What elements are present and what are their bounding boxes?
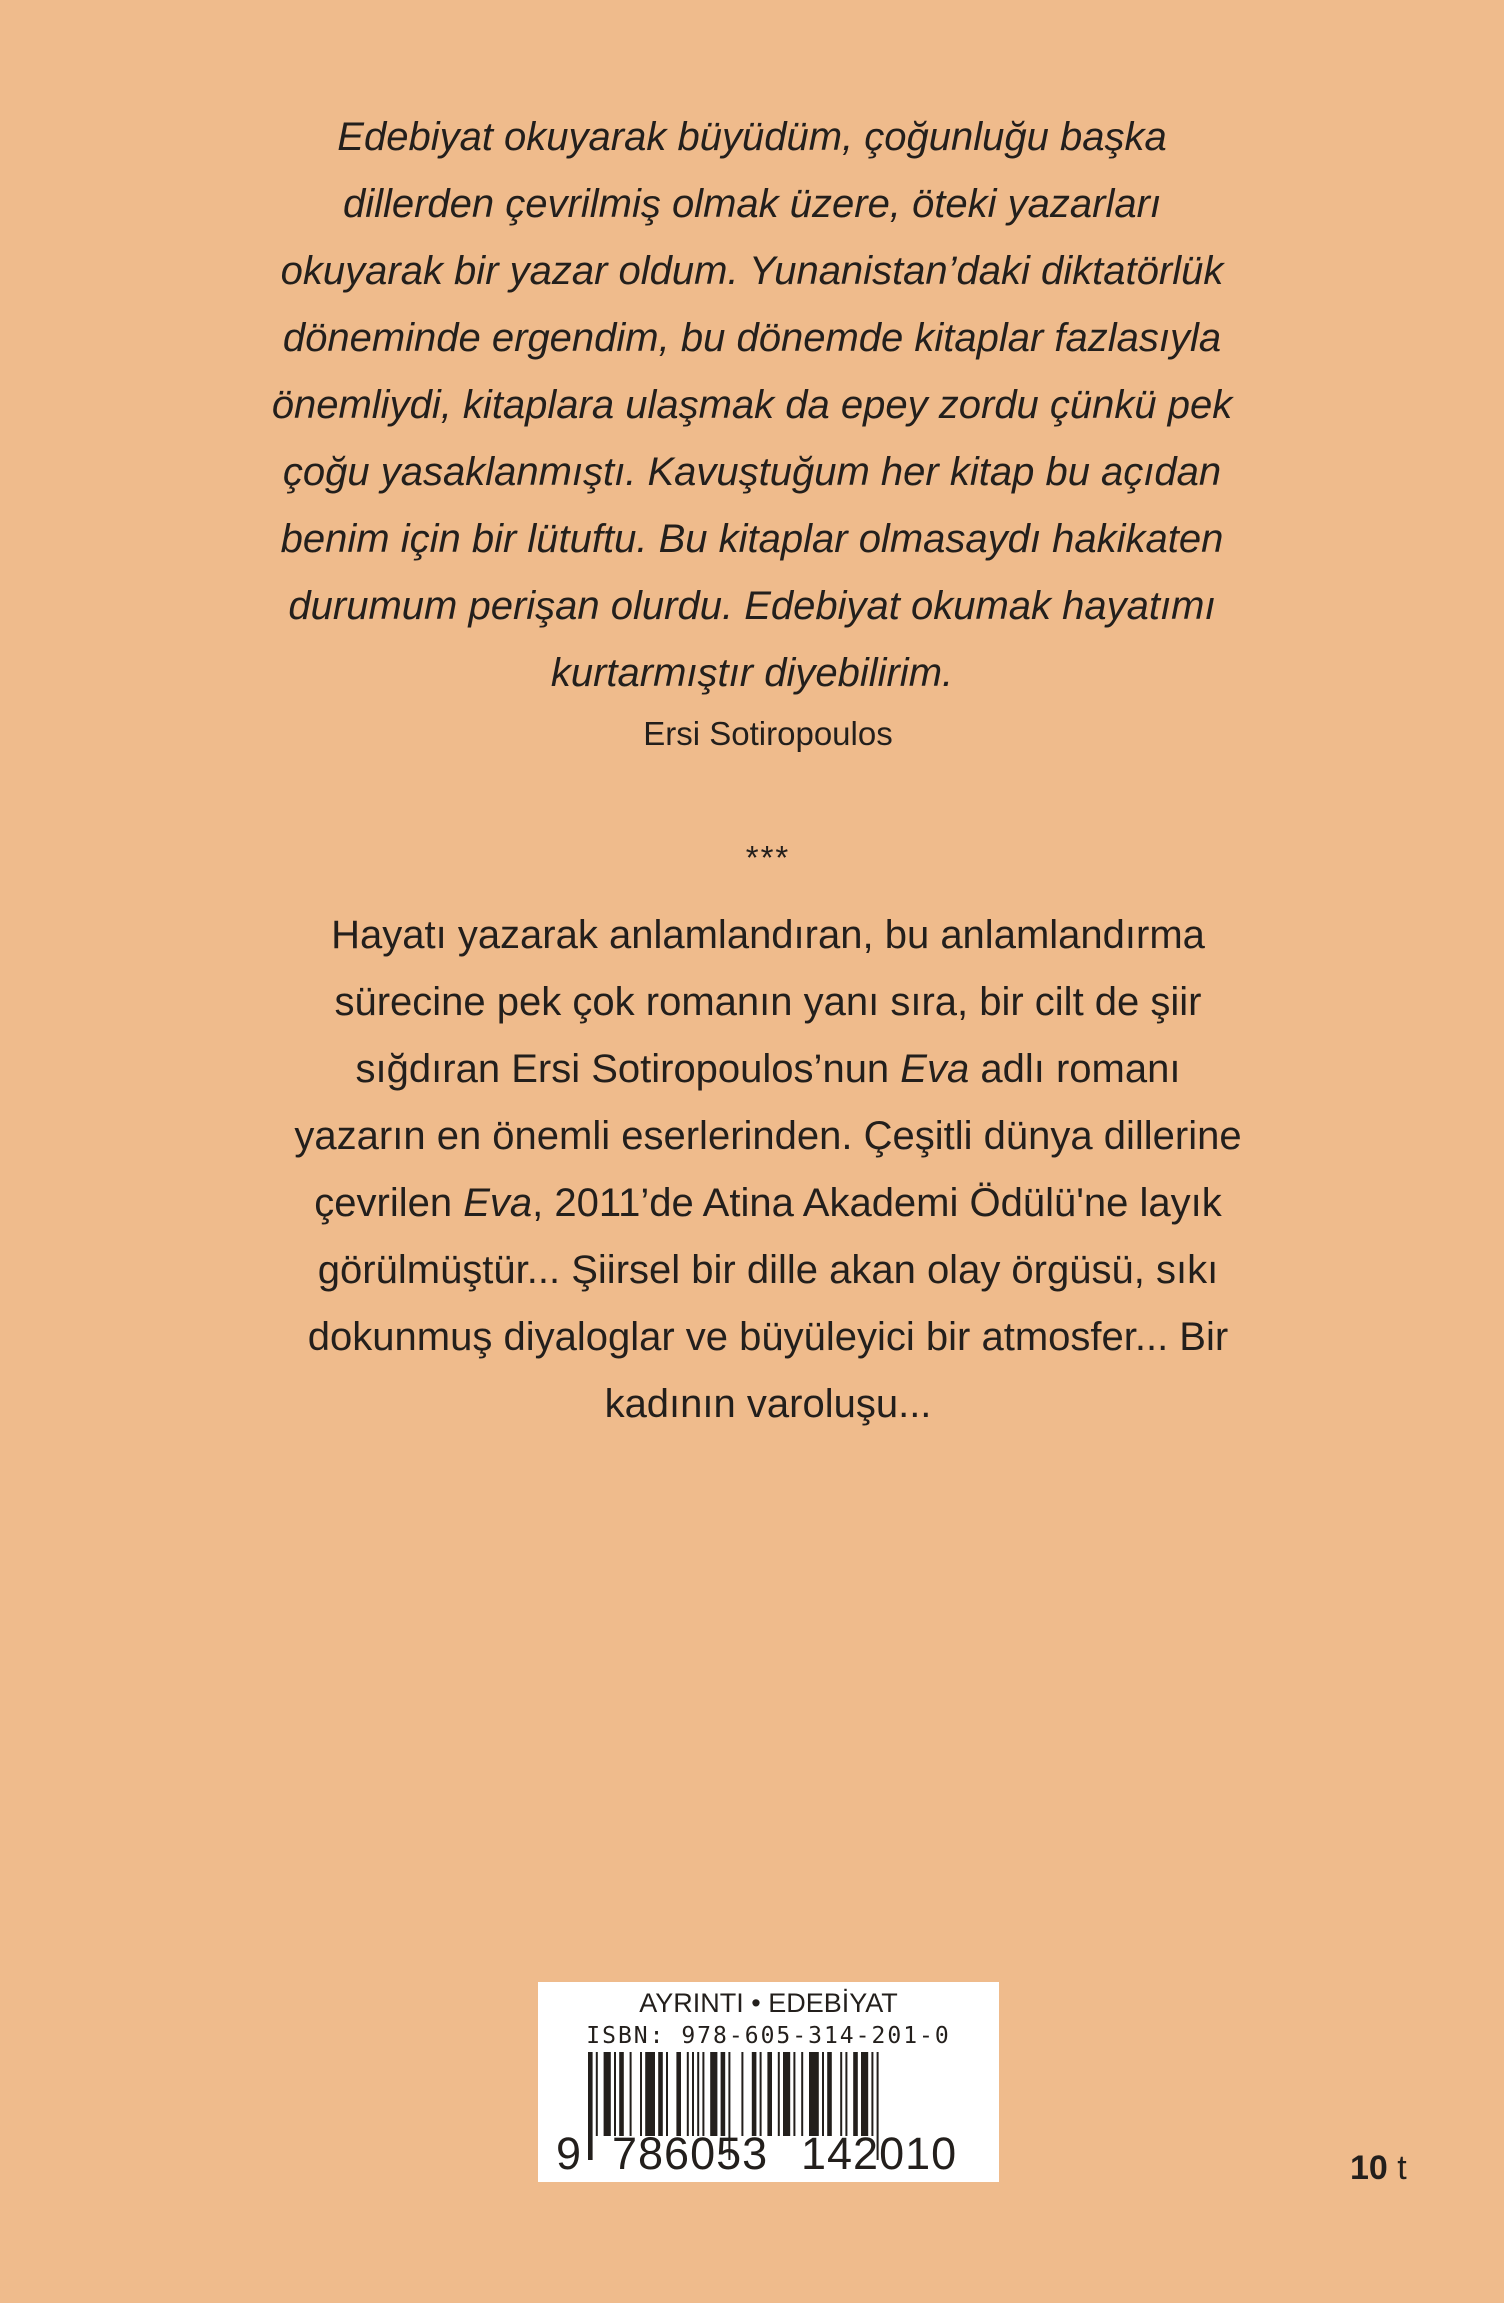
barcode-bar <box>760 2052 762 2136</box>
barcode-bar <box>822 2052 824 2136</box>
quote-line: dillerden çevrilmiş olmak üzere, öteki yazarları <box>342 182 1162 226</box>
barcode-bar <box>640 2052 642 2136</box>
barcode-bar <box>778 2052 780 2136</box>
barcode-bar <box>871 2052 873 2136</box>
quote-line: önemliydi, kitaplara ulaşmak da epey zordu çünkü pek <box>271 383 1233 427</box>
quote-line: kurtarmıştır diyebilirim. <box>550 651 954 695</box>
quote-line: okuyarak bir yazar oldum. Yunanistan’daki diktatörlük <box>280 249 1224 293</box>
quote-line: durumum perişan olurdu. Edebiyat okumak hayatımı <box>288 584 1216 628</box>
barcode-bar <box>861 2052 868 2136</box>
barcode-right-digits: 142010 <box>801 2128 958 2179</box>
description-text: çevrilen <box>314 1181 464 1225</box>
quote-line: benim için bir lütuftu. Bu kitaplar olmasaydı hakikaten <box>280 517 1224 561</box>
price-label <box>1350 2148 1407 2188</box>
barcode-bar <box>767 2052 772 2136</box>
description-line: yazarın en önemli eserlerinden. Çeşitli dünya dillerine <box>294 1114 1242 1158</box>
barcode-bar <box>721 2052 726 2136</box>
barcode-bar <box>596 2052 598 2136</box>
description-line: görülmüştür... Şiirsel bir dille akan olay örgüsü, sıkı <box>317 1248 1219 1292</box>
description-line: dokunmuş diyaloglar ve büyüleyici bir atmosfer... Bir <box>307 1315 1229 1359</box>
barcode-bar <box>702 2052 704 2136</box>
barcode-bar <box>697 2052 699 2136</box>
barcode-bar <box>752 2052 757 2136</box>
author-quote <box>200 104 1304 707</box>
quote-line: çoğu yasaklanmıştı. Kavuştuğum her kitap bu açıdan <box>282 450 1222 494</box>
barcode-bar <box>619 2052 624 2136</box>
description-line: Hayatı yazarak anlamlandıran, bu anlamlandırma <box>331 913 1205 957</box>
barcode-bar <box>676 2052 681 2136</box>
barcode-bar <box>666 2052 668 2136</box>
description-text: adlı romanı <box>969 1047 1181 1091</box>
price-unit: t <box>1397 2149 1407 2187</box>
isbn-barcode-label <box>538 1982 999 2182</box>
barcode-bar <box>604 2052 611 2136</box>
description-text: sığdıran Ersi Sotiropoulos’nun <box>355 1047 901 1091</box>
quote-line: döneminde ergendim, bu dönemde kitaplar fazlasıyla <box>282 316 1222 360</box>
barcode-bar <box>840 2052 842 2136</box>
barcode-bar <box>827 2052 832 2136</box>
isbn-number: ISBN: 978-605-314-201-0 <box>586 2023 951 2049</box>
book-description <box>200 902 1336 1438</box>
barcode-bar <box>845 2052 847 2136</box>
description-line: kadının varoluşu... <box>604 1382 932 1426</box>
barcode-bar <box>630 2052 632 2136</box>
quote-line: Edebiyat okuyarak büyüdüm, çoğunluğu başka <box>337 115 1167 159</box>
barcode-bar <box>783 2052 790 2136</box>
barcode-bar <box>687 2052 689 2136</box>
barcode-bar <box>853 2052 858 2136</box>
barcode-first-digit: 9 <box>556 2128 582 2179</box>
book-title-emphasis: Eva <box>900 1047 970 1091</box>
barcode-bar <box>793 2052 795 2136</box>
description-text: , 2011’de Atina Akademi Ödülü'ne layık <box>532 1181 1222 1225</box>
barcode-bar <box>588 2052 593 2160</box>
barcode-bar <box>645 2052 655 2136</box>
quote-attribution: Ersi Sotiropoulos <box>643 715 893 752</box>
section-separator: *** <box>745 839 791 876</box>
barcode-bar <box>614 2052 616 2136</box>
barcode-bar <box>801 2052 803 2136</box>
barcode-bar <box>809 2052 819 2136</box>
description-line: sürecine pek çok romanın yanı sıra, bir cilt de şiir <box>334 980 1202 1024</box>
book-title-emphasis: Eva <box>463 1181 533 1225</box>
price-amount: 10 <box>1350 2149 1388 2187</box>
barcode-bar <box>658 2052 663 2136</box>
publisher-series: AYRINTI • EDEBİYAT <box>639 1988 898 2018</box>
barcode-left-digits: 786053 <box>612 2128 769 2179</box>
description-line <box>200 1036 1336 1103</box>
barcode-bar <box>741 2052 743 2136</box>
barcode-bar <box>692 2052 694 2136</box>
barcode-bar <box>710 2052 717 2136</box>
description-line <box>200 1170 1336 1237</box>
